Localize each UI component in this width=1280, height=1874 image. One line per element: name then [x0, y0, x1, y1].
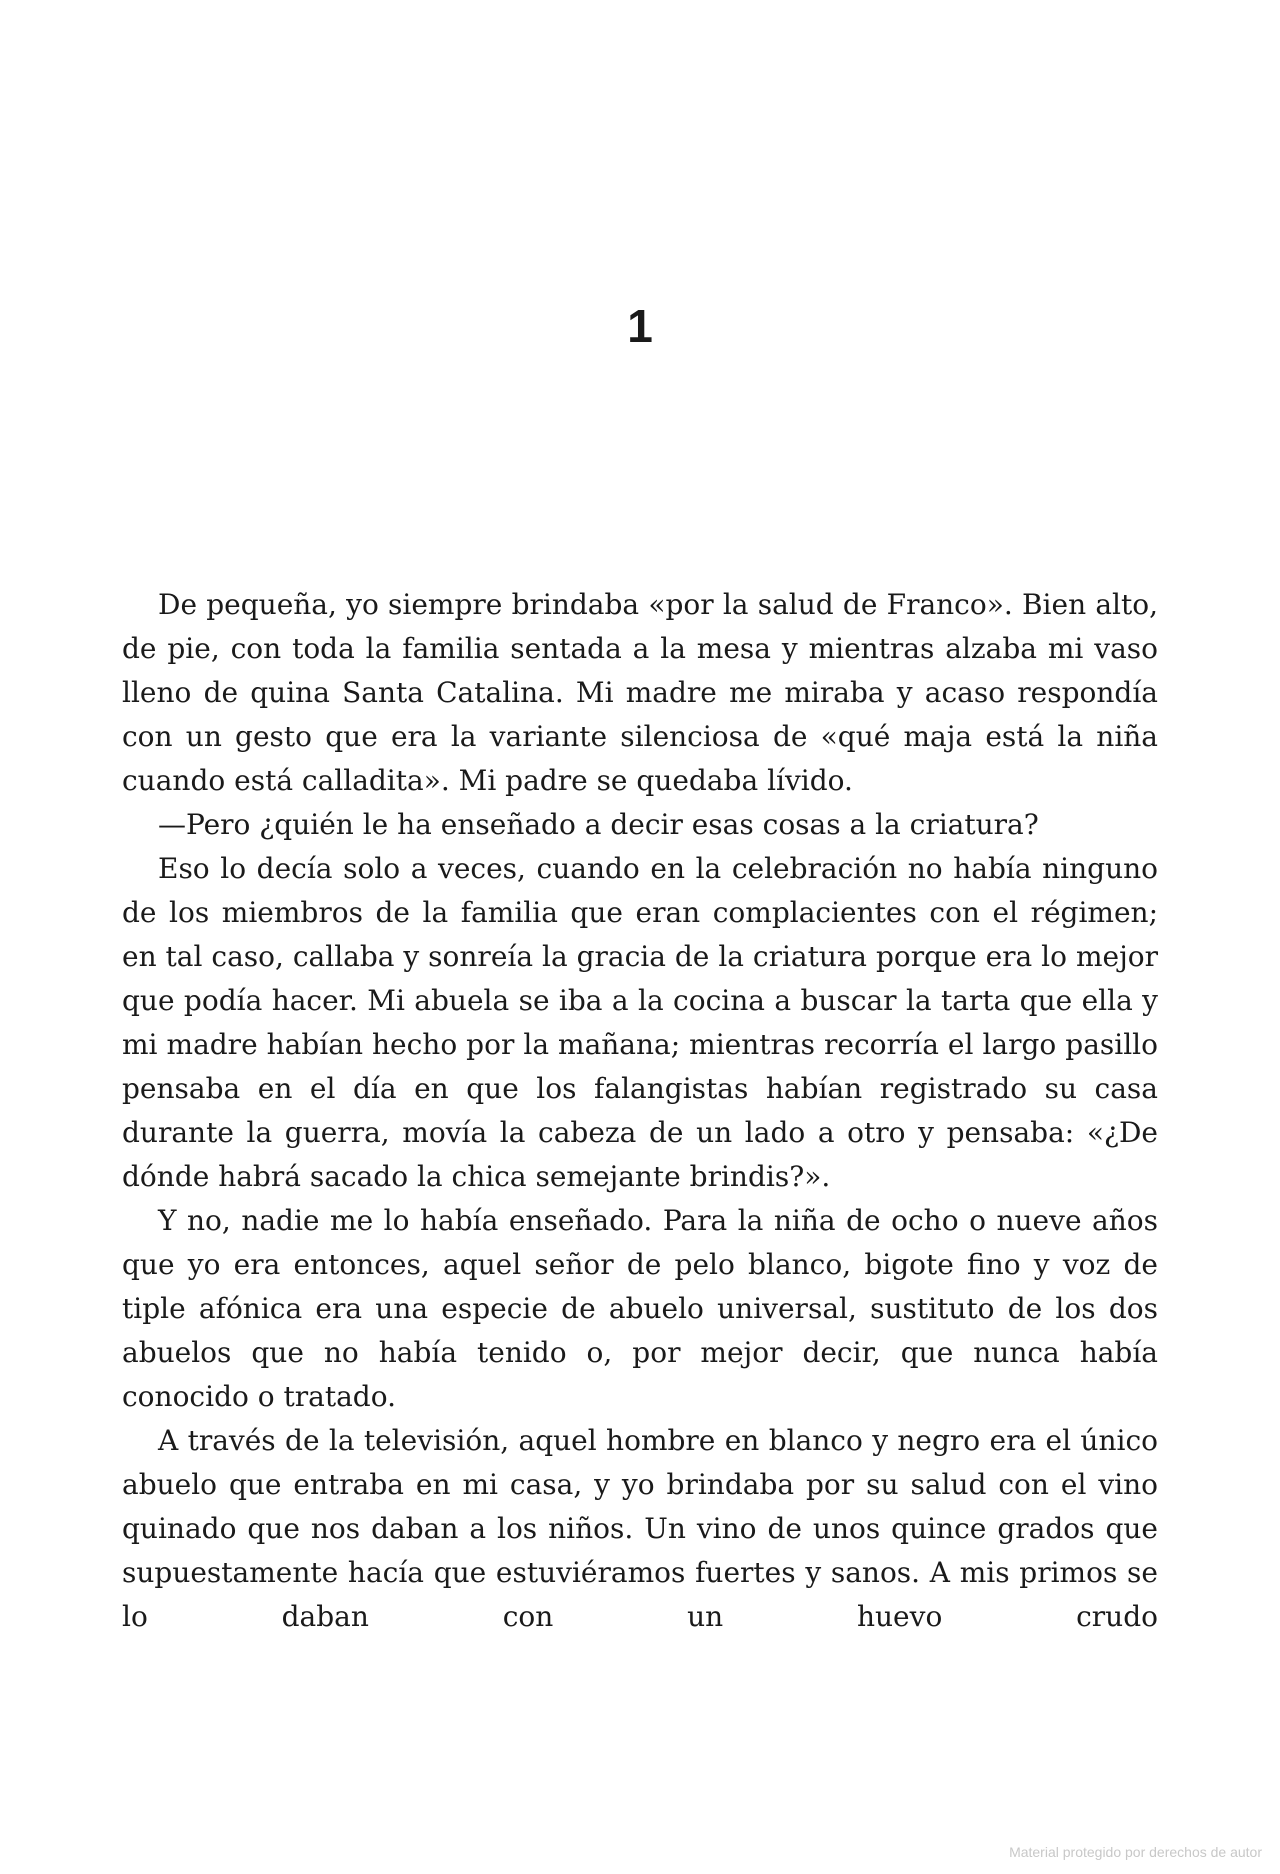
chapter-number: 1 [627, 300, 653, 352]
chapter-body [122, 583, 1158, 1639]
paragraph: A través de la televisión, aquel hombre en blanco y negro era el único abuelo que entraba en mi casa, y yo brindaba por su salud con el vino quinado que nos daban a los niños. Un vino de unos quince grados que supuestamente hacía que estuviéramos fuertes y sanos. A mis primos se lo daban con un huevo crudo [122, 1424, 1158, 1633]
paragraph: Eso lo decía solo a veces, cuando en la celebración no había ninguno de los miembros de la familia que eran complacientes con el régimen; en tal caso, callaba y sonreía la gracia de la criatura porque era lo mejor que podía hacer. Mi abuela se iba a la cocina a buscar la tarta que ella y mi madre habían hecho por la mañana; mientras recorría el largo pasillo pensaba en el día en que los falangistas habían registrado su casa durante la guerra, movía la cabeza de un lado a otro y pensaba: «¿De dónde habrá sacado la chica semejante brindis?». [122, 852, 1158, 1193]
paragraph-dialogue: —Pero ¿quién le ha enseñado a decir esas cosas a la criatura? [158, 808, 1039, 841]
paragraph: De pequeña, yo siempre brindaba «por la salud de Franco». Bien alto, de pie, con toda la familia sentada a la mesa y mientras alzaba mi vaso lleno de quina Santa Catalina. Mi madre me miraba y acaso respondía con un gesto que era la variante silenciosa de «qué maja está la niña cuando está calladita». Mi padre se quedaba lívido. [122, 588, 1158, 797]
copyright-watermark: Material protegido por derechos de autor [1009, 1844, 1262, 1860]
paragraph: Y no, nadie me lo había enseñado. Para la niña de ocho o nueve años que yo era entonces, aquel señor de pelo blanco, bigote fino y voz de tiple afónica era una especie de abuelo universal, sustituto de los dos abuelos que no había tenido o, por mejor decir, que nunca había conocido o tratado. [122, 1204, 1158, 1413]
